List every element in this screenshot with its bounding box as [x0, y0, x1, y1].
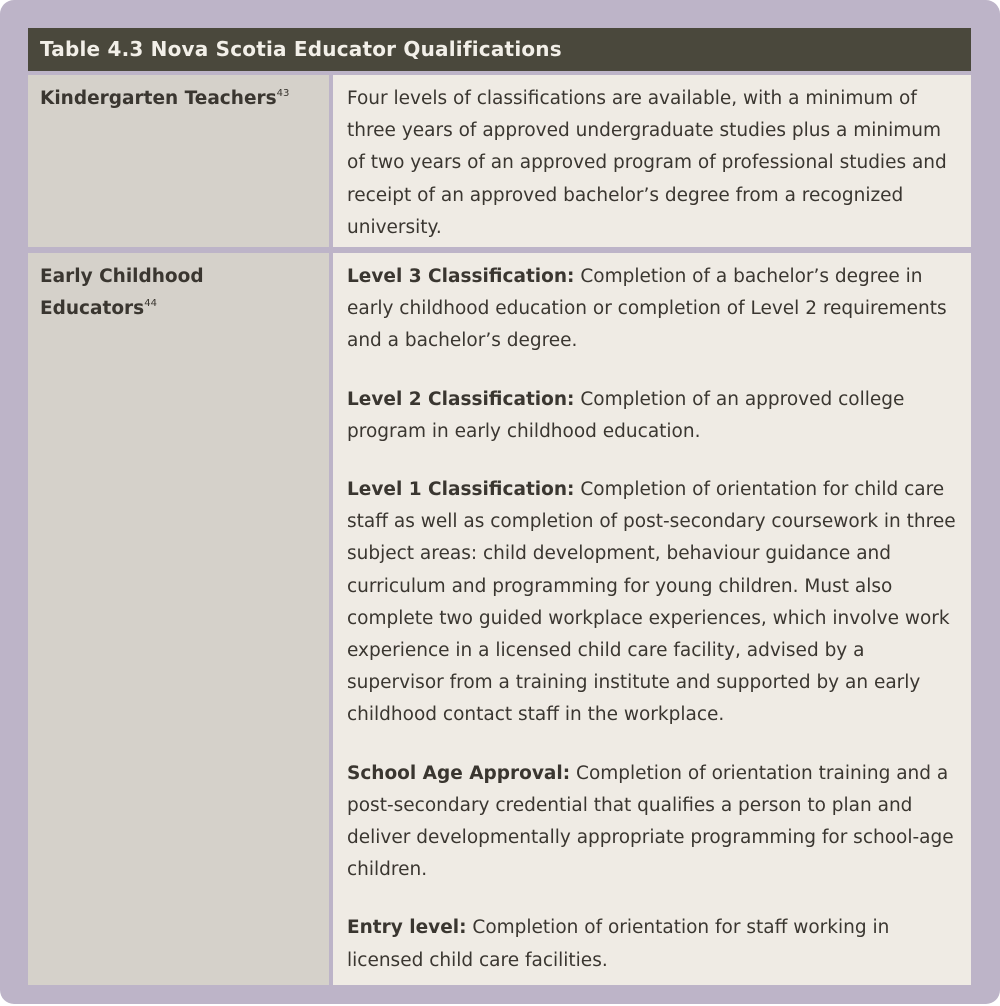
- classification-item: [347, 912, 961, 976]
- row-content-kindergarten-teachers: [333, 75, 971, 247]
- classification-heading: Level 3 Classification:: [347, 266, 575, 287]
- classification-heading: Level 2 Classification:: [347, 388, 575, 410]
- classification-text: Completion of an approved college program in early childhood education.: [347, 388, 905, 442]
- row-content-early-childhood-educators: [333, 253, 971, 985]
- classification-text: Completion of orientation for child care staff as well as completion of post-secondary coursework in three subject areas: child development, behaviour guidance and curriculum and programming for young children. Must also complete two guided workplace experiences, which involve work experience in a licensed child care facility, advised by a supervisor from a training institute and supported by an early childhood contact staff in the workplace.: [347, 479, 956, 726]
- classification-item: [347, 474, 961, 732]
- classification-item: [347, 261, 961, 358]
- classification-item: [347, 758, 961, 887]
- footnote-ref: 44: [144, 298, 157, 310]
- classification-text: Completion of orientation for staff working in licensed child care facilities.: [347, 917, 890, 971]
- row-label-kindergarten-teachers: [28, 75, 329, 247]
- footnote-ref: 43: [276, 88, 290, 99]
- description-text: Four levels of classifications are available, with a minimum of three years of approved undergraduate studies plus a minimum of two years of an approved program of professional studies and receipt of an approved bachelor’s degree from a recognized university.: [347, 88, 947, 238]
- classification-heading: School Age Approval:: [347, 762, 571, 784]
- classification-text: Completion of orientation training and a post-secondary credential that qualifies a person to plan and deliver developmentally appropriate programming for school-age children.: [347, 762, 954, 881]
- label-text: Early Childhood Educators: [40, 266, 204, 320]
- classification-item: [347, 384, 961, 448]
- classification-heading: Level 1 Classification:: [347, 479, 575, 501]
- classification-text: Completion of a bachelor’s degree in early childhood education or completion of Level 2 requirements and a bachelor’s degree.: [347, 266, 947, 352]
- label-text: Kindergarten Teachers: [40, 88, 277, 109]
- classification-heading: Entry level:: [347, 917, 467, 939]
- table-title: Table 4.3 Nova Scotia Educator Qualifications: [28, 28, 971, 71]
- row-label-early-childhood-educators: [28, 253, 329, 985]
